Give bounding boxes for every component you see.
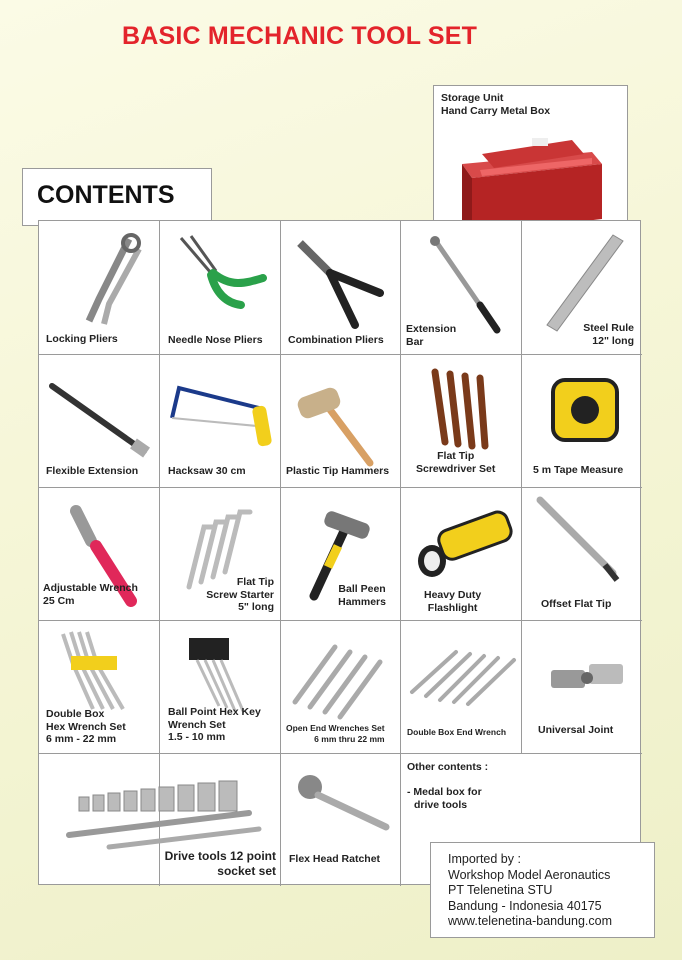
other-contents-line: drive tools [414,799,468,811]
item-universal-joint [521,620,642,753]
locking-pliers-icon [59,229,159,329]
item-combination-pliers [280,221,400,354]
caption: Offset Flat Tip [541,598,612,610]
caption: 5 m Tape Measure [533,464,624,476]
caption: Extension Bar [406,323,457,348]
socket-set-icon [49,757,269,857]
tape-measure-icon [549,376,629,446]
storage-label: Storage Unit Hand Carry Metal Box [441,92,551,117]
item-screw-starter [159,487,280,620]
item-locking-pliers [39,221,159,354]
importer-website: www.telenetina-bandung.com [448,914,612,928]
caption: Flat Tip Screw Starter 5" long [206,576,274,613]
imported-by-box [430,842,655,938]
page-title: BASIC MECHANIC TOOL SET [122,22,478,50]
caption: Plastic Tip Hammers [286,465,390,477]
item-hacksaw [159,354,280,487]
caption: Flexible Extension [46,465,139,477]
item-adjustable-wrench [39,487,159,620]
importer-company: PT Telenetina STU [448,883,553,897]
combination-pliers-icon [290,233,390,333]
open-end-wrenches-icon [285,632,395,722]
item-double-box-end-wrench [400,620,521,753]
caption: Double Box End Wrench [407,727,507,737]
item-flat-tip-screwdriver-set [400,354,521,487]
caption: Universal Joint [538,724,614,736]
screwdriver-set-icon [420,362,510,452]
double-box-end-wrench-icon [406,640,521,710]
caption: Flat Tip Screwdriver Set [416,450,496,475]
tool-grid [38,220,641,885]
ball-point-hex-key-icon [183,626,283,716]
item-flexible-extension [39,354,159,487]
item-flex-head-ratchet [280,753,400,886]
flashlight-icon [414,509,514,579]
hacksaw-icon [167,378,277,458]
caption: Flex Head Ratchet [289,853,381,865]
item-tape-measure [521,354,642,487]
item-flashlight [400,487,521,620]
item-ball-point-hex-key [159,620,280,753]
plastic-tip-hammer-icon [290,368,390,468]
offset-flat-tip-icon [535,495,625,585]
caption: Adjustable Wrench 25 Cm [43,582,138,607]
caption: Hacksaw 30 cm [168,465,246,477]
hex-wrench-set-icon [53,624,153,714]
storage-unit-panel [433,85,628,240]
caption: Ball Point Hex Key Wrench Set 1.5 - 10 mm [168,706,261,743]
contents-heading-box [22,168,212,226]
other-contents-line: - Medal box for [407,786,482,798]
steel-rule-icon [543,233,633,333]
item-needle-nose-pliers [159,221,280,354]
item-drive-tools [39,753,280,886]
caption: Heavy Duty Flashlight [424,589,482,614]
item-double-box-hex-wrench-set [39,620,159,753]
caption: Needle Nose Pliers [168,334,263,346]
importer-address: Bandung - Indonesia 40175 [448,898,602,913]
flexible-extension-icon [44,376,154,476]
item-steel-rule [521,221,642,354]
importer-name: Workshop Model Aeronautics [448,867,611,882]
contents-heading: CONTENTS [37,181,175,209]
universal-joint-icon [547,654,627,704]
extension-bar-icon [425,235,505,335]
flex-head-ratchet-icon [294,771,394,841]
caption: Drive tools 12 point socket set [164,849,276,878]
caption: Steel Rule 12" long [583,322,634,347]
caption: Locking Pliers [46,333,118,345]
caption: Ball Peen Hammers [338,583,386,608]
caption: Open End Wrenches Set 6 mm thru 22 mm [286,723,385,744]
needle-nose-pliers-icon [171,233,271,323]
other-contents-heading: Other contents : [407,761,489,773]
item-open-end-wrenches-set [280,620,400,753]
item-ball-peen-hammers [280,487,400,620]
item-extension-bar [400,221,521,354]
caption: Double Box Hex Wrench Set 6 mm - 22 mm [46,708,126,745]
item-offset-flat-tip [521,487,642,620]
imported-by-label: Imported by : [448,852,521,866]
item-plastic-tip-hammers [280,354,400,487]
caption: Combination Pliers [288,334,384,346]
